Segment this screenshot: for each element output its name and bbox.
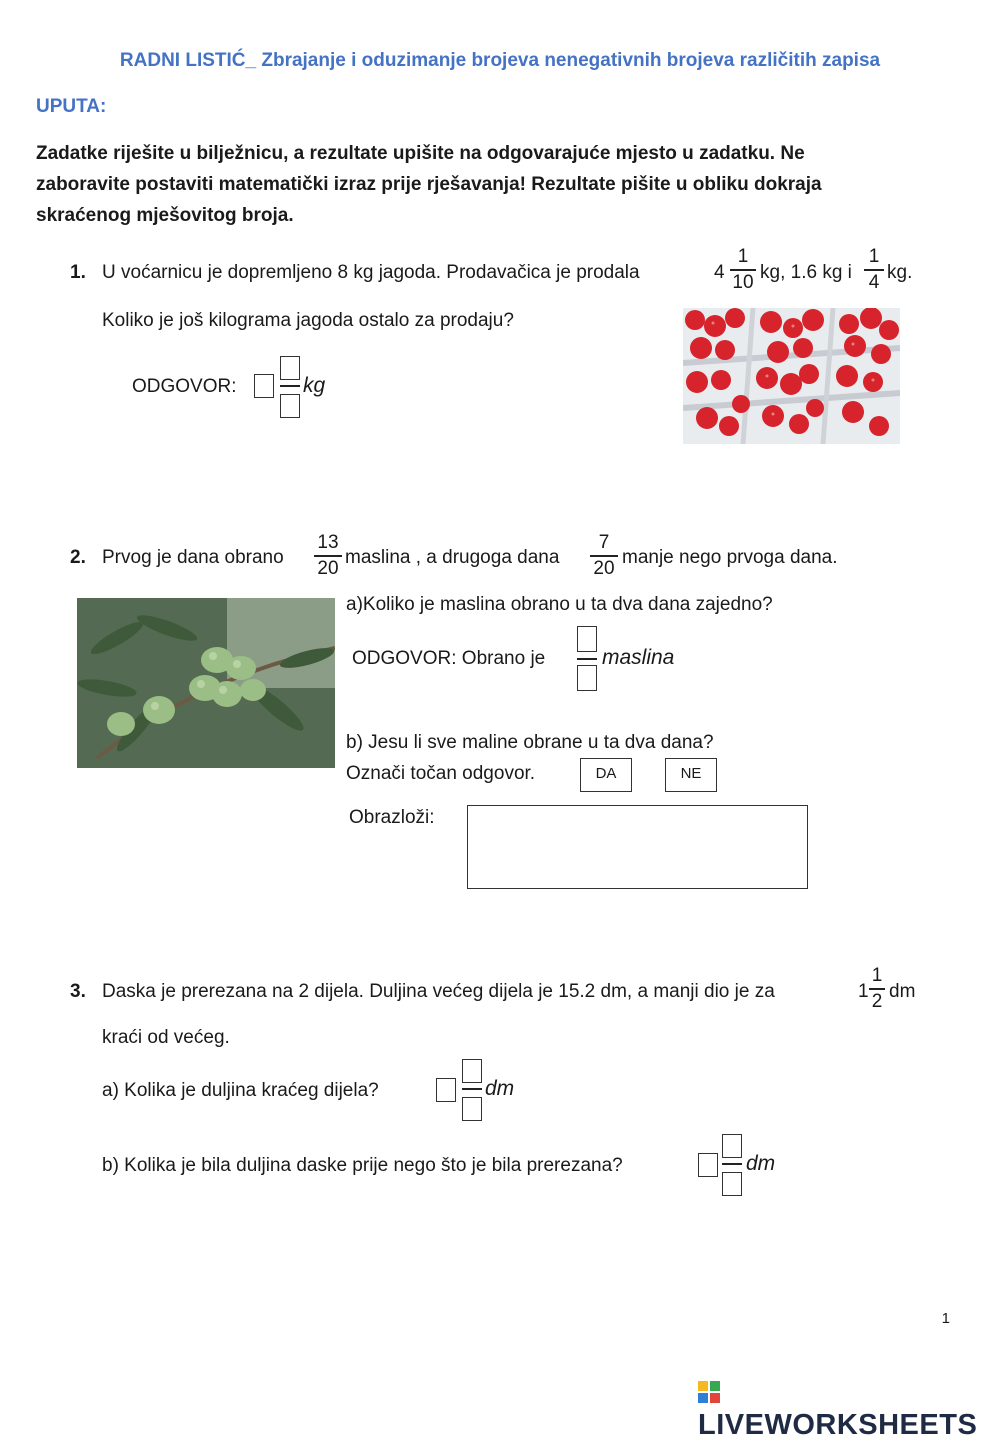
task2-fraction-2 <box>590 532 618 580</box>
answer-da-button[interactable]: DA <box>580 758 632 792</box>
task2-question-b: b) Jesu li sve maline obrane u ta dva dana? <box>346 732 714 753</box>
task1-numerator-input[interactable] <box>280 356 300 380</box>
task3-mixed-whole: 1 <box>858 981 869 1002</box>
task3b-denominator-input[interactable] <box>722 1172 742 1196</box>
olives-photo <box>77 598 335 768</box>
task2-text-b: maslina , a drugoga dana <box>345 547 560 568</box>
fraction-denominator: 10 <box>732 271 754 293</box>
worksheet-title: RADNI LISTIĆ_ Zbrajanje i oduzimanje brojeva nenegativnih brojeva različitih zapisa <box>119 50 881 71</box>
task2-fraction-1 <box>314 532 342 580</box>
instructions-heading: UPUTA: <box>36 96 107 117</box>
task2-text-c: manje nego prvoga dana. <box>622 547 838 568</box>
task2-question-a: a)Koliko je maslina obrano u ta dva dana zajedno? <box>346 594 773 615</box>
task3a-numerator-input[interactable] <box>462 1059 482 1083</box>
logo-text: LIVEWORKSHEETS <box>698 1409 978 1441</box>
task2-denominator-input[interactable] <box>577 665 597 691</box>
task2-answer-label: ODGOVOR: Obrano je <box>352 648 546 669</box>
task3-text: Daska je prerezana na 2 dijela. Duljina većeg dijela je 15.2 dm, a manji dio je za <box>102 981 775 1002</box>
task1-denominator-input[interactable] <box>280 394 300 418</box>
logo-icon <box>698 1378 720 1400</box>
fraction-numerator: 1 <box>868 246 880 267</box>
task1-question: Koliko je još kilograma jagoda ostalo za prodaju? <box>102 310 514 331</box>
fraction-bar <box>462 1088 482 1090</box>
task1-fraction-2 <box>864 246 884 294</box>
task3-number: 3. <box>70 981 86 1002</box>
fraction-denominator: 4 <box>868 271 880 293</box>
task3-fraction <box>869 965 885 1013</box>
task1-number: 1. <box>70 262 86 283</box>
fraction-denominator: 20 <box>593 557 615 579</box>
task2-mark-label: Označi točan odgovor. <box>346 763 536 784</box>
task3b-whole-input[interactable] <box>698 1153 718 1177</box>
task2-explain-label: Obrazloži: <box>349 807 435 828</box>
task1-mixed-whole: 4 <box>714 262 725 283</box>
task1-answer-label: ODGOVOR: <box>132 376 237 397</box>
task1-text: U voćarnicu je dopremljeno 8 kg jagoda. Prodavačica je prodala <box>102 262 640 283</box>
fraction-numerator: 13 <box>317 532 339 553</box>
instruction-line: skraćenog mješovitog broja. <box>36 205 294 226</box>
instruction-line: Zadatke riješite u bilježnicu, a rezultate upišite na odgovarajuće mjesto u zadatku. Ne <box>36 143 805 164</box>
fraction-bar <box>577 658 597 660</box>
instructions-text <box>36 138 936 231</box>
answer-ne-button[interactable]: NE <box>665 758 717 792</box>
fraction-numerator: 7 <box>598 532 610 553</box>
task3a-whole-input[interactable] <box>436 1078 456 1102</box>
liveworksheets-logo <box>698 1376 1000 1442</box>
instruction-line: zaboravite postaviti matematički izraz prije rješavanja! Rezultate pišite u obliku dokraja <box>36 174 822 195</box>
fraction-numerator: 1 <box>871 965 883 986</box>
fraction-numerator: 1 <box>737 246 749 267</box>
fraction-bar <box>722 1163 742 1165</box>
task1-text-c: kg. <box>887 262 913 283</box>
task3-unit-inline: dm <box>889 981 916 1002</box>
fraction-denominator: 2 <box>871 990 883 1012</box>
task3-question-b: b) Kolika je bila duljina daske prije nego što je bila prerezana? <box>102 1155 623 1176</box>
task2-unit: maslina <box>602 646 675 669</box>
task1-unit: kg <box>303 374 326 397</box>
task1-text-b: kg, 1.6 kg i <box>760 262 852 283</box>
page-number: 1 <box>941 1310 950 1327</box>
task2-numerator-input[interactable] <box>577 626 597 652</box>
fraction-denominator: 20 <box>317 557 339 579</box>
task2-text: Prvog je dana obrano <box>102 547 284 568</box>
task3a-denominator-input[interactable] <box>462 1097 482 1121</box>
task3-text-line2: kraći od većeg. <box>102 1027 230 1048</box>
task1-fraction-1 <box>730 246 756 294</box>
task2-explanation-input[interactable] <box>467 805 808 889</box>
strawberries-photo <box>683 308 900 444</box>
task3-question-a: a) Kolika je duljina kraćeg dijela? <box>102 1080 379 1101</box>
fraction-bar <box>280 385 300 387</box>
task3a-unit: dm <box>485 1077 515 1100</box>
task2-number: 2. <box>70 547 86 568</box>
task1-whole-input[interactable] <box>254 374 274 398</box>
task3b-numerator-input[interactable] <box>722 1134 742 1158</box>
task3b-unit: dm <box>746 1152 776 1175</box>
